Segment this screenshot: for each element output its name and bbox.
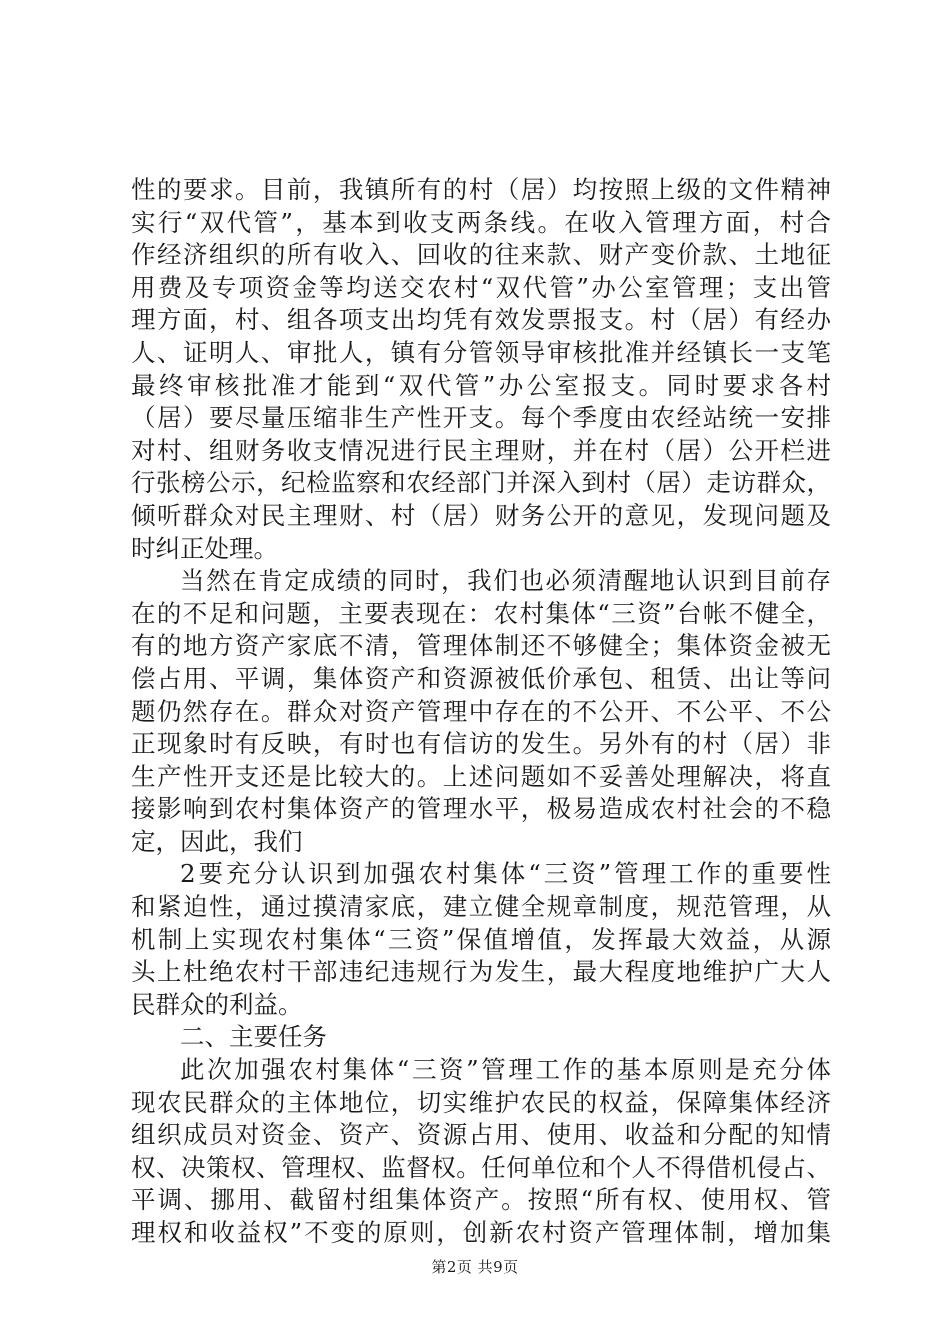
text-line: （居）要尽量压缩非生产性开支。每个季度由农经站统一安排 xyxy=(131,403,831,433)
text-line: 倾听群众对民主理财、村（居）财务公开的意见，发现问题及 xyxy=(131,500,831,530)
text-line: 和紧迫性，通过摸清家底，建立健全规章制度，规范管理，从 xyxy=(131,892,831,922)
text-line: 人、证明人、审批人，镇有分管领导审核批准并经镇长一支笔 xyxy=(131,337,831,367)
text-line: 正现象时有反映，有时也有信访的发生。另外有的村（居）非 xyxy=(131,729,831,759)
text-line: 组织成员对资金、资产、资源占用、使用、收益和分配的知情 xyxy=(131,1120,831,1150)
text-line: 头上杜绝农村干部违纪违规行为发生，最大程度地维护广大人 xyxy=(131,957,831,987)
text-line: 接影响到农村集体资产的管理水平，极易造成农村社会的不稳 xyxy=(131,794,831,824)
text-line: 用费及专项资金等均送交农村“双代管”办公室管理；支出管 xyxy=(131,272,831,302)
text-line: 性的要求。目前，我镇所有的村（居）均按照上级的文件精神 xyxy=(131,175,831,204)
text-line: 偿占用、平调，集体资产和资源被低价承包、租赁、出让等问 xyxy=(131,663,831,693)
text-line: 民群众的利益。 xyxy=(131,989,303,1019)
text-line: 定，因此，我们 xyxy=(131,826,303,856)
text-line: 二、主要任务 xyxy=(180,1022,327,1052)
text-line: 时纠正处理。 xyxy=(131,533,278,563)
text-line: 最终审核批准才能到“双代管”办公室报支。同时要求各村 xyxy=(131,370,831,400)
text-line: 理方面，村、组各项支出均凭有效发票报支。村（居）有经办 xyxy=(131,305,831,335)
text-line: 题仍然存在。群众对资产管理中存在的不公开、不公平、不公 xyxy=(131,696,831,726)
text-line: 作经济组织的所有收入、回收的往来款、财产变价款、土地征 xyxy=(131,240,831,270)
text-line: 有的地方资产家底不清，管理体制还不够健全；集体资金被无 xyxy=(131,631,831,661)
text-line: 权、决策权、管理权、监督权。任何单位和个人不得借机侵占、 xyxy=(131,1152,831,1182)
text-line: 2要充分认识到加强农村集体“三资”管理工作的重要性 xyxy=(180,859,831,889)
text-line: 此次加强农村集体“三资”管理工作的基本原则是充分体 xyxy=(180,1055,831,1085)
page-number-footer: 第2页 共9页 xyxy=(431,1258,519,1276)
text-line: 在的不足和问题，主要表现在：农村集体“三资”台帐不健全， xyxy=(131,598,831,628)
text-line: 生产性开支还是比较大的。上述问题如不妥善处理解决，将直 xyxy=(131,761,831,791)
text-line: 实行“双代管”，基本到收支两条线。在收入管理方面，村合 xyxy=(131,207,831,237)
document-body xyxy=(131,174,831,1250)
text-line: 行张榜公示，纪检监察和农经部门并深入到村（居）走访群众， xyxy=(131,468,831,498)
text-line: 平调、挪用、截留村组集体资产。按照“所有权、使用权、管 xyxy=(131,1185,831,1215)
text-line: 理权和收益权”不变的原则，创新农村资产管理体制，增加集 xyxy=(131,1218,831,1247)
text-line: 机制上实现农村集体“三资”保值增值，发挥最大效益，从源 xyxy=(131,924,831,954)
text-line: 对村、组财务收支情况进行民主理财，并在村（居）公开栏进 xyxy=(131,435,831,465)
text-line: 当然在肯定成绩的同时，我们也必须清醒地认识到目前存 xyxy=(180,566,831,596)
text-line: 现农民群众的主体地位，切实维护农民的权益，保障集体经济 xyxy=(131,1087,831,1117)
